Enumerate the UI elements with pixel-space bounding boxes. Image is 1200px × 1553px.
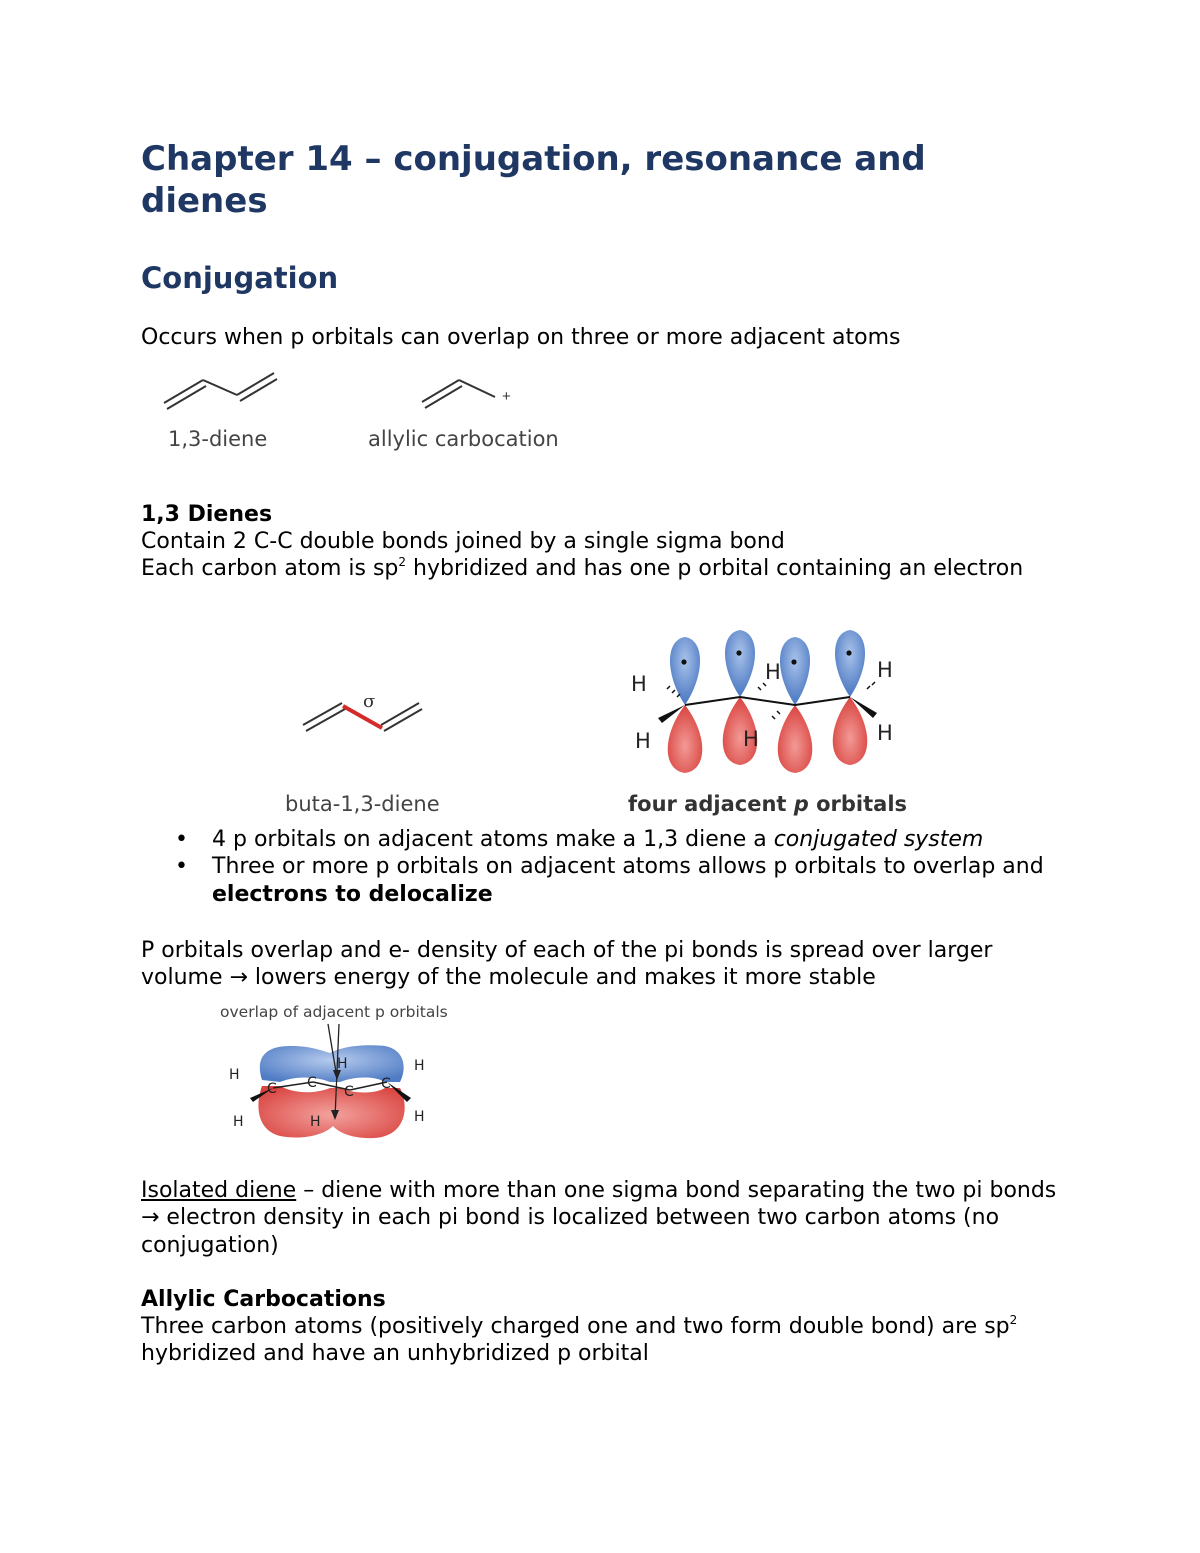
list-item [141,826,1071,853]
h-atom-a: H [229,1067,240,1083]
dienes-line-2 [141,555,1041,582]
figure-butadiene-orbitals [270,625,950,825]
orbital-overlap-diagram [215,998,485,1148]
h-atom-6: H [877,721,893,745]
h-atom-2: H [635,729,651,753]
label-four-adjacent-p-orbitals [628,792,907,816]
label-1-3-diene: 1,3-diene [168,427,268,451]
isolated-diene-paragraph [141,1177,1061,1259]
h-atom-3: H [765,660,781,684]
allylic-text-post: hybridized and have an unhybridized p orbital [141,1341,649,1367]
dienes-bullet-list [141,826,1071,908]
bullet-1-pre: 4 p orbitals on adjacent atoms make a 1,3 diene a [212,827,774,852]
overlap-paragraph [141,937,1071,992]
isolated-diene-term: Isolated diene [141,1178,297,1203]
arrow-glyph: → [229,965,248,991]
dienes-heading: 1,3 Dienes [141,502,273,527]
label-buta-1-3-diene: buta-1,3-diene [285,792,440,816]
h-atom-b: H [233,1114,244,1130]
allylic-text-pre: Three carbon atoms (positively charged one and two form double bond) are sp [141,1314,1010,1339]
butadiene-orbital-diagram [270,625,950,825]
label-four-adjacent-post: orbitals [808,792,908,816]
skeletal-structures [150,365,580,460]
bullet-2-bold: electrons to delocalize [212,881,493,907]
conjugation-intro: Occurs when p orbitals can overlap on three or more adjacent atoms [141,325,901,350]
c-atom-2: C [307,1075,317,1091]
plus-charge: + [502,388,511,405]
overlap-paragraph-pre: P orbitals overlap and e- density of each of the pi bonds is spread over larger volume [141,938,993,991]
h-atom-e: H [414,1058,425,1074]
figure-orbital-overlap [215,998,485,1148]
figure-diene-allylic [150,365,580,460]
overlap-caption: overlap of adjacent p orbitals [220,1003,448,1021]
label-four-adjacent-p: p [793,792,809,816]
dienes-line-2-pre: Each carbon atom is sp [141,556,399,581]
allylic-paragraph [141,1313,1061,1368]
bullet-glyph: • [175,854,188,880]
c-atom-1: C [267,1081,277,1097]
h-atom-f: H [414,1109,425,1125]
h-atom-d: H [310,1114,321,1130]
sigma-label: σ [363,691,376,712]
chapter-title: Chapter 14 – conjugation, resonance and dienes [141,139,926,221]
c-atom-3: C [344,1084,354,1100]
bullet-2-pre: Three or more p orbitals on adjacent atoms allows p orbitals to overlap and [212,854,1044,880]
section-heading-conjugation: Conjugation [141,261,339,295]
c-atom-4: C [381,1076,391,1092]
allylic-heading: Allylic Carbocations [141,1287,386,1312]
list-item [141,853,1071,908]
bullet-glyph: • [175,827,188,852]
h-atom-1: H [631,672,647,696]
isolated-diene-text-post: electron density in each pi bond is localized between two carbon atoms (no conjugation) [141,1205,1000,1258]
label-allylic-carbocation: allylic carbocation [368,427,559,451]
dienes-line-2-sup: 2 [398,555,407,569]
h-atom-4: H [743,727,759,751]
dienes-line-2-post: hybridized and has one p orbital containing an electron [406,556,1024,581]
label-four-adjacent-pre: four adjacent [628,792,794,816]
overlap-paragraph-post: lowers energy of the molecule and makes it more stable [247,965,876,991]
bullet-1-emphasis: conjugated system [773,827,984,852]
h-atom-5: H [877,658,893,682]
allylic-sup: 2 [1009,1313,1018,1327]
dienes-line-1: Contain 2 C-C double bonds joined by a single sigma bond [141,529,785,554]
isolated-diene-text-pre: – diene with more than one sigma bond separating the two pi bonds [296,1178,1057,1203]
arrow-glyph: → [141,1205,160,1231]
h-atom-c: H [337,1056,348,1072]
